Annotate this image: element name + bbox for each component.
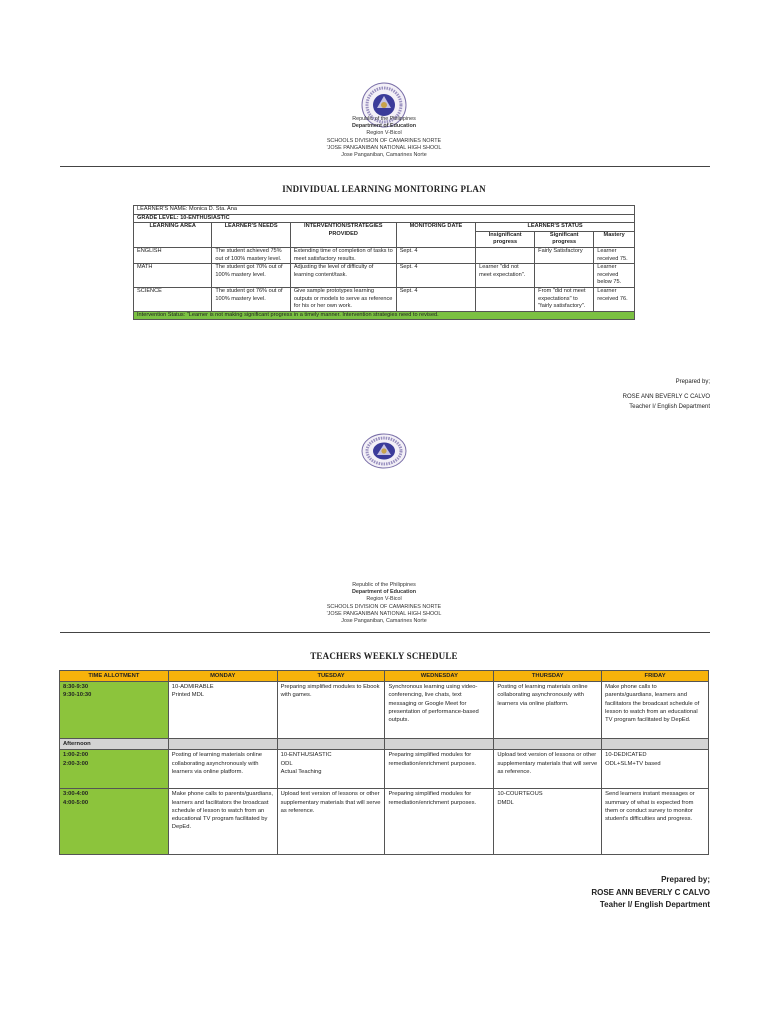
time-slot: 1:00-2:00 — [63, 752, 89, 759]
cell-significant: From "did not meet expectations" to "fairly satisfactory". — [535, 287, 594, 311]
department-text: Department of Education — [351, 123, 417, 130]
region-text: Region V-Bicol — [366, 130, 402, 137]
teacher-position: Teacher I/ English Department — [629, 404, 710, 410]
republic-text: Republic of the Philippines — [352, 582, 416, 588]
afternoon-label: Afternoon — [60, 739, 169, 750]
header-monday: MONDAY — [168, 671, 277, 682]
prepared-by-label: Prepared by; — [661, 875, 710, 884]
header-significant: Significant progress — [535, 231, 594, 247]
cell-insignificant: Learner "did not meet expectation". — [476, 264, 535, 288]
teacher-name: ROSE ANN BEVERLY C CALVO — [622, 394, 710, 400]
header-thursday: THURSDAY — [494, 671, 602, 682]
time-slot: 9:30-10:30 — [63, 692, 92, 699]
republic-text: Republic of the Philippines — [352, 116, 416, 122]
header-mastery: Mastery — [594, 231, 635, 247]
time-slot: 3:00-4:00 — [63, 791, 89, 798]
cell-intervention: Extending time of completion of tasks to meet satisfactory results. — [290, 247, 396, 263]
cell-significant — [535, 264, 594, 288]
time-slot: 4:00-5:00 — [63, 799, 89, 806]
table-row — [60, 789, 709, 855]
grade-level: GRADE LEVEL: 10-ENTHUSIASTIC — [134, 214, 635, 223]
teacher-position: Teaher I/ English Department — [599, 900, 710, 909]
time-slot: 2:00-3:00 — [63, 760, 89, 767]
time-slot: 8:30-9:30 — [63, 684, 89, 691]
header-time-allotment: TIME ALLOTMENT — [60, 671, 169, 682]
school-header-bottom — [0, 582, 768, 625]
cell-friday: Send learners instant messages or summary of what is expected from them or conduct survey to monitor student's difficulties and progress. — [602, 789, 709, 855]
header-intervention: INTERVENTION/STRATEGIES PROVIDED — [290, 223, 396, 248]
cell-intervention: Give sample prototypes learning outputs or models to serve as reference for his or her own work. — [290, 287, 396, 311]
header-learning-area: LEARNING AREA — [134, 223, 212, 248]
cell-monday: Posting of learning materials online collaborating asynchronously with learners via online platform. — [168, 750, 277, 789]
cell-tuesday: 10-ENTHUSIASTIC ODL Actual Teaching — [277, 750, 385, 789]
cell-tuesday: Preparing simplified modules to Ebook with games. — [277, 682, 385, 739]
header-divider — [60, 632, 710, 633]
cell-needs: The student got 76% out of 100% mastery level. — [212, 287, 290, 311]
cell-wednesday: Preparing simplified modules for remediation/enrichment purposes. — [385, 789, 494, 855]
cell-area: SCIENCE — [134, 287, 212, 311]
cell-mastery: Learner received 75. — [594, 247, 635, 263]
address-text: Jose Panganiban, Camarines Norte — [341, 618, 427, 625]
cell-time — [60, 682, 169, 739]
table-row — [60, 750, 709, 789]
division-text: SCHOOLS DIVISION OF CAMARINES NORTE — [326, 603, 442, 610]
header-divider — [60, 166, 710, 167]
cell-friday: Make phone calls to parents/guardians, learners and facilitators the broadcast schedule of lesson to watch from an educational TV program facilitated by DepEd. — [602, 682, 709, 739]
cell-friday: 10-DEDICATED ODL+SLM+TV based — [602, 750, 709, 789]
cell-tuesday: Upload text version of lessons or other supplementary materials that will serve as reference. — [277, 789, 385, 855]
cell-time — [60, 789, 169, 855]
header-monitoring-date: MONITORING DATE — [396, 223, 475, 248]
region-text: Region V-Bicol — [366, 596, 402, 603]
school-text: 'JOSE PANGANIBAN NATIONAL HIGH SHOOL — [326, 610, 442, 617]
schedule-table — [59, 670, 709, 855]
learner-name: LEARNER'S NAME: Monica D. Sta. Ana — [134, 206, 635, 215]
table-row — [60, 682, 709, 739]
cell-area: ENGLISH — [134, 247, 212, 263]
header-friday: FRIDAY — [602, 671, 709, 682]
cell-thursday: Posting of learning materials online collaborating asynchronously with learners via online platform. — [494, 682, 602, 739]
deped-seal-icon — [361, 433, 407, 474]
cell-wednesday: Synchronous learning using video-conferencing, live chats, text messaging or Google Meet for presentation of performance-based outputs. — [385, 682, 494, 739]
cell-thursday: 10-COURTEOUS DMDL — [494, 789, 602, 855]
address-text: Jose Panganiban, Camarines Norte — [341, 152, 427, 159]
header-wednesday: WEDNESDAY — [385, 671, 494, 682]
cell-monday: 10-ADMIRABLE Printed MDL — [168, 682, 277, 739]
signature-block-2 — [390, 874, 710, 912]
ilmp-title: INDIVIDUAL LEARNING MONITORING PLAN — [282, 184, 486, 194]
cell-monday: Make phone calls to parents/guardians, learners and facilitators the broadcast schedule of lesson to watch from an educational TV program facilitated by DepEd. — [168, 789, 277, 855]
header-learners-status: LEARNER'S STATUS — [476, 223, 635, 232]
cell-date: Sept. 4 — [396, 287, 475, 311]
cell-wednesday: Preparing simplified modules for remediation/enrichment purposes. — [385, 750, 494, 789]
cell-area: MATH — [134, 264, 212, 288]
cell-significant: Fairly Satisfactory — [535, 247, 594, 263]
cell-insignificant — [476, 287, 535, 311]
prepared-by-label: Prepared by; — [675, 379, 710, 385]
cell-date: Sept. 4 — [396, 264, 475, 288]
cell-date: Sept. 4 — [396, 247, 475, 263]
header-insignificant: Insignificant progress — [476, 231, 535, 247]
cell-thursday: Upload text version of lessons or other supplementary materials that will serve as reference. — [494, 750, 602, 789]
cell-time — [60, 750, 169, 789]
table-row — [134, 287, 635, 311]
ilmp-table — [133, 205, 635, 320]
school-header-top — [0, 116, 768, 159]
teacher-name: ROSE ANN BEVERLY C CALVO — [591, 887, 710, 897]
table-row — [134, 247, 635, 263]
cell-insignificant — [476, 247, 535, 263]
table-row — [134, 264, 635, 288]
signature-block-1 — [410, 377, 710, 412]
cell-needs: The student achieved 75% out of 100% mastery level. — [212, 247, 290, 263]
school-text: 'JOSE PANGANIBAN NATIONAL HIGH SHOOL — [326, 144, 442, 151]
intervention-status-note: Intervention Status: "Learner is not making significant progress in a timely manner. Intervention strategies need to revised. — [134, 311, 635, 320]
cell-mastery: Learner received below 75. — [594, 264, 635, 288]
schedule-title: TEACHERS WEEKLY SCHEDULE — [310, 651, 458, 661]
division-text: SCHOOLS DIVISION OF CAMARINES NORTE — [326, 137, 442, 144]
header-tuesday: TUESDAY — [277, 671, 385, 682]
cell-intervention: Adjusting the level of difficulty of learning content/task. — [290, 264, 396, 288]
department-text: Department of Education — [351, 589, 417, 596]
cell-needs: The student got 70% out of 100% mastery level. — [212, 264, 290, 288]
header-learners-needs: LEARNER'S NEEDS — [212, 223, 290, 248]
cell-mastery: Learner received 76. — [594, 287, 635, 311]
